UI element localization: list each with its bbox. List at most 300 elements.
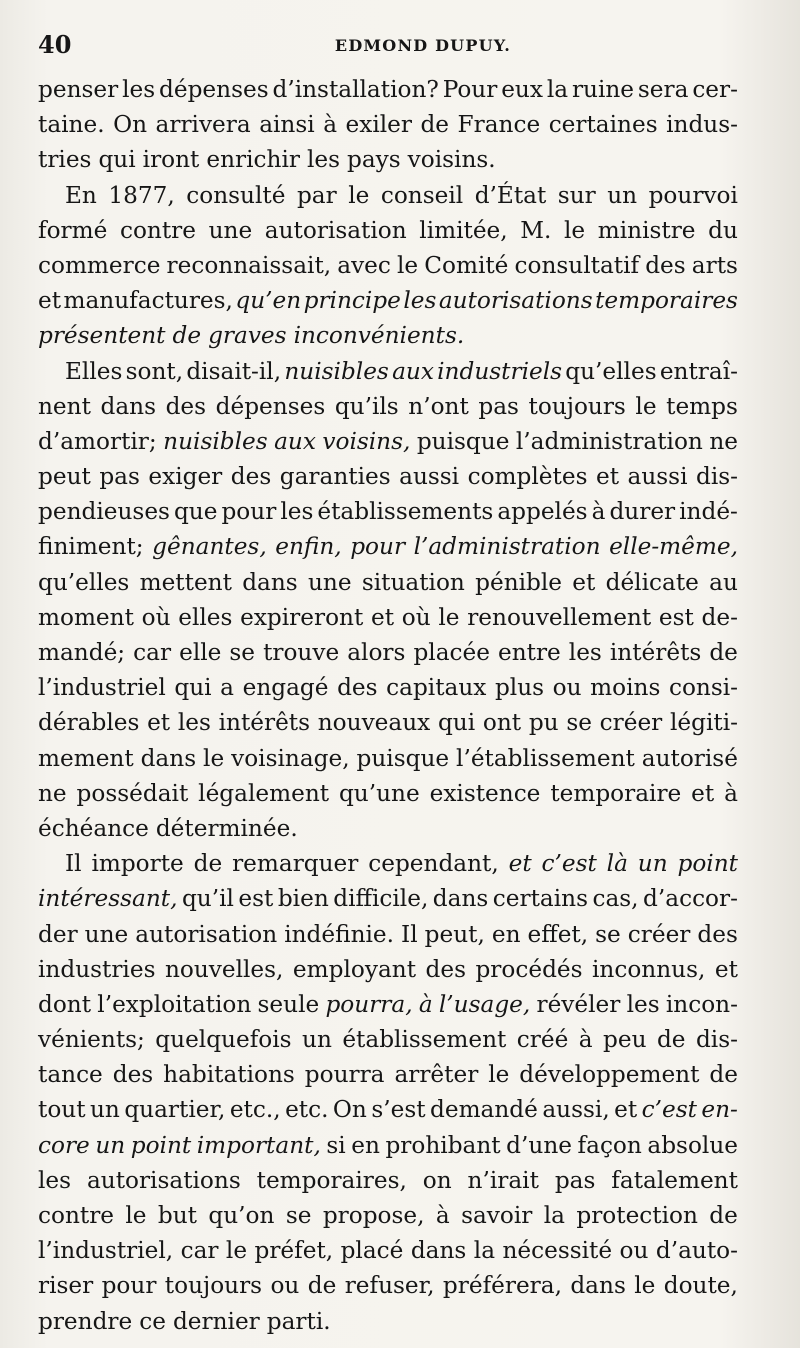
italic-word: important, <box>196 1131 321 1159</box>
word: a <box>220 674 234 702</box>
word: capitaux <box>386 674 487 702</box>
word: seule <box>257 990 320 1018</box>
word: indéfinie. <box>284 920 395 948</box>
word: moins <box>590 674 661 702</box>
page-header <box>38 30 738 64</box>
word: trouve <box>263 639 340 666</box>
word: de- <box>701 603 738 631</box>
italic-word: aux <box>392 357 434 385</box>
text-line <box>38 72 738 107</box>
text-line <box>38 1128 738 1163</box>
word: autorisation <box>264 216 407 244</box>
text-line <box>38 846 738 881</box>
word: exiler <box>345 111 412 139</box>
word: se <box>285 1202 312 1229</box>
word: le <box>225 1237 248 1265</box>
word: une <box>208 216 253 244</box>
word: pays <box>347 146 401 174</box>
text-line <box>38 811 738 846</box>
word: der <box>38 920 78 948</box>
word: est <box>658 603 694 631</box>
word: situation <box>361 568 465 596</box>
word: préférera, <box>442 1272 562 1300</box>
word: elles <box>178 603 233 631</box>
italic-word: à <box>418 990 433 1018</box>
word: refuser, <box>344 1272 435 1300</box>
text-line <box>38 635 738 670</box>
word: en <box>491 920 521 948</box>
word: ministre <box>597 216 696 244</box>
word: voisinage, <box>231 744 350 772</box>
word: intérêts <box>218 709 311 737</box>
word: eux <box>501 76 543 103</box>
word: dans <box>242 568 298 596</box>
word: etc. <box>285 1096 329 1124</box>
word: ne <box>38 779 67 807</box>
word: qui <box>437 709 476 737</box>
word: protection <box>576 1202 698 1229</box>
word: et <box>691 779 715 807</box>
word: exiger <box>148 463 223 491</box>
word: le <box>488 1061 510 1089</box>
word: créé <box>516 1026 569 1054</box>
italic-word: un <box>637 850 668 878</box>
word: sont, <box>125 357 184 385</box>
word: ou <box>552 674 582 702</box>
italic-word: point <box>130 1131 192 1159</box>
word: disait-il, <box>186 357 282 385</box>
word: prendre <box>38 1307 133 1335</box>
word: et <box>371 603 395 631</box>
word: peut <box>38 463 91 491</box>
text-line <box>38 494 738 529</box>
word: industries <box>38 955 156 983</box>
word: but <box>157 1202 198 1229</box>
text-line <box>38 248 738 283</box>
word: pénible <box>475 568 563 596</box>
word: peut, <box>424 920 485 948</box>
text-line <box>38 424 738 459</box>
word: demandé <box>430 1096 538 1124</box>
word: doute, <box>663 1272 738 1300</box>
text-line <box>38 1022 738 1057</box>
word: consi- <box>668 674 738 702</box>
word: ou <box>619 1237 649 1265</box>
word: etc., <box>229 1096 281 1124</box>
word: se <box>595 920 621 948</box>
word: puisque <box>416 427 510 455</box>
word: tries <box>38 146 92 174</box>
word: aussi <box>627 463 688 491</box>
word: pourra <box>304 1061 385 1089</box>
word: des <box>425 955 466 983</box>
word: propose, <box>322 1202 425 1229</box>
text-line <box>38 987 738 1022</box>
body-text <box>38 72 738 1339</box>
text-line <box>38 142 738 177</box>
word: complètes <box>467 463 588 491</box>
text-line <box>38 1304 738 1339</box>
italic-word: principe <box>303 287 401 315</box>
word: d’installation? <box>272 76 439 103</box>
word: le <box>564 216 586 244</box>
word: des <box>697 920 738 948</box>
word: temps <box>666 392 738 420</box>
text-line <box>38 917 738 952</box>
italic-word: industriels <box>437 357 563 385</box>
text-line <box>38 776 738 811</box>
word: temporaires, <box>256 1166 407 1194</box>
italic-word: point <box>677 850 738 878</box>
italic-word: l’usage, <box>438 990 531 1018</box>
word: un <box>302 1026 332 1054</box>
text-line <box>38 1198 738 1233</box>
word: enrichir <box>206 146 300 174</box>
word: limitée, <box>419 216 508 244</box>
word: légalement <box>198 779 330 807</box>
word: façon <box>577 1131 642 1159</box>
word: qu’ils <box>334 392 399 420</box>
word: des <box>112 1061 154 1089</box>
word: d’accor- <box>643 885 738 913</box>
word: durer <box>609 498 676 526</box>
word: temporaire <box>550 779 682 807</box>
italic-word: temporaires <box>595 287 738 315</box>
word: Comité <box>424 251 509 279</box>
word: dans <box>100 392 157 420</box>
word: nouvelles, <box>164 955 284 983</box>
word: puisque <box>356 744 450 772</box>
word: ne <box>709 427 738 455</box>
word: tout <box>38 1096 86 1124</box>
word: les <box>626 990 660 1018</box>
word: difficile, <box>333 885 429 913</box>
word: pu <box>528 709 559 737</box>
word: existence <box>429 779 541 807</box>
word: à <box>591 498 606 526</box>
word: riser <box>38 1272 94 1300</box>
text-line <box>38 1057 738 1092</box>
word: du <box>708 216 738 244</box>
word: l’établissement <box>456 744 635 772</box>
word: autorisation <box>135 920 278 948</box>
word: à <box>435 1202 450 1229</box>
word: habitations <box>163 1061 295 1089</box>
italic-word: un <box>95 1131 126 1159</box>
word: que <box>173 498 218 526</box>
word: nécessité <box>502 1237 613 1265</box>
word: Il <box>401 920 418 948</box>
word: dis- <box>696 463 738 491</box>
word: le <box>635 392 657 420</box>
word: l’industriel <box>38 674 166 702</box>
italic-word: en- <box>701 1096 738 1124</box>
word: le <box>348 181 370 209</box>
word: elle <box>179 639 222 666</box>
word: qu’on <box>208 1202 275 1229</box>
word: ainsi <box>259 111 315 139</box>
word: qui <box>98 146 136 174</box>
word: et <box>147 709 171 737</box>
text-line <box>38 741 738 776</box>
word: si <box>326 1131 346 1159</box>
word: inconnus, <box>592 955 706 983</box>
word: autorisations <box>86 1166 241 1194</box>
text-line <box>38 1268 738 1303</box>
word: dépenses <box>159 76 269 103</box>
word: indé- <box>679 498 738 526</box>
word: pendieuses <box>38 498 170 526</box>
word: arrêter <box>394 1061 479 1089</box>
word: En <box>65 181 97 209</box>
word: employant <box>292 955 417 983</box>
word: dans <box>432 885 489 913</box>
word: qui <box>174 674 212 702</box>
word: pour <box>101 1272 157 1300</box>
word: prohibant <box>385 1131 501 1159</box>
word: dis- <box>695 1026 738 1054</box>
word: arts <box>691 251 738 279</box>
word: placé <box>340 1237 404 1265</box>
text-line <box>38 881 738 916</box>
word: un <box>89 1096 120 1124</box>
word: d’une <box>506 1131 572 1159</box>
text-line <box>38 565 738 600</box>
italic-word: l’administration <box>413 533 601 561</box>
word: car <box>180 1237 219 1265</box>
word: contre <box>119 216 196 244</box>
word: commerce <box>38 251 161 279</box>
italic-word: inconvénients. <box>293 322 465 350</box>
word: dans <box>140 744 197 772</box>
word: les <box>177 709 211 737</box>
word: arrivera <box>155 111 251 139</box>
text-line <box>38 1233 738 1268</box>
word: iront <box>142 146 200 174</box>
word: Pour <box>442 76 498 103</box>
word: toujours <box>164 1272 263 1300</box>
word: peu <box>603 1026 647 1054</box>
word: savoir <box>461 1202 533 1229</box>
italic-word: intéressant, <box>38 885 178 913</box>
word: pas <box>554 1166 596 1194</box>
word: Il <box>65 850 82 878</box>
word: pour <box>221 498 277 526</box>
word: autorisé <box>641 744 738 772</box>
text-line <box>38 952 738 987</box>
word: consultatif <box>514 251 640 279</box>
word: nent <box>38 392 91 420</box>
word: révéler <box>536 990 621 1018</box>
word: ruine <box>571 76 635 103</box>
word: se <box>229 639 256 666</box>
word: taine. <box>38 111 105 139</box>
word: qu’il <box>181 885 234 913</box>
word: par <box>296 181 337 209</box>
word: car <box>133 639 172 666</box>
word: les <box>280 498 314 526</box>
word: créer <box>599 709 663 737</box>
word: les <box>306 146 340 174</box>
word: quartier, <box>124 1096 226 1124</box>
word: pas <box>478 392 519 420</box>
word: procédés <box>475 955 583 983</box>
word: dernier <box>172 1307 260 1335</box>
word: le <box>397 251 419 279</box>
word: on <box>422 1166 452 1194</box>
word: où <box>141 603 171 631</box>
word: sur <box>557 181 596 209</box>
text-line <box>38 1092 738 1127</box>
running-title: EDMOND DUPUY. <box>334 36 512 55</box>
word: de <box>709 1061 738 1089</box>
word: Elles <box>65 357 123 385</box>
word: des <box>645 251 686 279</box>
word: sera <box>637 76 689 103</box>
word: les <box>122 76 156 103</box>
word: déterminée. <box>155 814 298 842</box>
word: renouvellement <box>467 603 652 631</box>
word: et <box>38 287 62 315</box>
italic-word: et <box>508 850 532 878</box>
word: de <box>656 1026 686 1054</box>
word: est <box>238 885 274 913</box>
word: ce <box>139 1307 166 1335</box>
word: intérêts <box>609 639 702 666</box>
italic-word: enfin, <box>275 533 342 561</box>
word: l’administration <box>515 427 703 455</box>
word: qu’elles <box>38 568 130 596</box>
word: de <box>709 1202 738 1229</box>
word: dans <box>570 1272 626 1300</box>
text-line <box>38 283 738 318</box>
word: n’irait <box>467 1166 539 1194</box>
italic-word: de <box>172 322 202 350</box>
word: importe <box>91 850 184 878</box>
word: se <box>566 709 592 737</box>
text-line <box>38 389 738 424</box>
word: une <box>307 568 352 596</box>
word: contre <box>38 1202 115 1229</box>
word: parti. <box>266 1307 331 1335</box>
text-line <box>38 107 738 142</box>
word: avec <box>337 251 391 279</box>
italic-word: pour <box>350 533 406 561</box>
word: nouveaux <box>317 709 431 737</box>
word: d’auto- <box>655 1237 738 1265</box>
word: plus <box>494 674 545 702</box>
italic-word: qu’en <box>235 287 302 315</box>
italic-word: voisins, <box>322 427 411 455</box>
italic-word: elle-même, <box>609 533 738 561</box>
word: penser <box>38 76 119 103</box>
word: de <box>307 1272 337 1300</box>
word: certaines <box>548 111 658 139</box>
word: une <box>84 920 129 948</box>
italic-word: c’est <box>541 850 597 878</box>
word: ont <box>482 709 522 737</box>
word: vénients; <box>38 1026 145 1054</box>
word: dont <box>38 990 92 1018</box>
italic-word: là <box>606 850 628 878</box>
italic-word: autorisations <box>438 287 593 315</box>
text-line <box>38 705 738 740</box>
word: manufactures, <box>63 287 233 315</box>
word: légiti- <box>669 709 738 737</box>
word: finiment; <box>38 533 144 561</box>
word: créer <box>627 920 691 948</box>
word: entraî- <box>659 357 738 385</box>
word: On <box>113 111 148 139</box>
word: entre <box>497 639 561 666</box>
text-line <box>38 1163 738 1198</box>
word: la <box>473 1237 496 1265</box>
word: dans <box>410 1237 467 1265</box>
word: ou <box>270 1272 300 1300</box>
word: moment <box>38 603 134 631</box>
word: remarquer <box>232 850 359 878</box>
word: des <box>337 674 378 702</box>
word: incon- <box>665 990 738 1018</box>
word: des <box>165 392 207 420</box>
word: aussi, <box>542 1096 610 1124</box>
text-line <box>38 354 738 389</box>
word: et <box>595 463 620 491</box>
word: et <box>714 955 738 983</box>
word: l’exploitation <box>97 990 252 1018</box>
word: 1877, <box>108 181 175 209</box>
word: développement <box>519 1061 700 1089</box>
text-line <box>38 178 738 213</box>
text-line <box>38 670 738 705</box>
word: établissements <box>317 498 494 526</box>
word: conseil <box>380 181 464 209</box>
word: échéance <box>38 814 149 842</box>
word: établissement <box>342 1026 507 1054</box>
word: certains <box>492 885 588 913</box>
word: garanties <box>279 463 391 491</box>
word: bien <box>277 885 329 913</box>
word: placée <box>413 639 490 666</box>
italic-word: aux <box>274 427 316 455</box>
word: à <box>323 111 338 139</box>
italic-word: graves <box>208 322 287 350</box>
word: fatalement <box>611 1166 738 1194</box>
word: les <box>38 1166 72 1194</box>
text-line <box>38 213 738 248</box>
text-line <box>38 529 738 564</box>
word: dépenses <box>215 392 326 420</box>
word: s’est <box>371 1096 426 1124</box>
text-line <box>38 459 738 494</box>
word: préfet, <box>254 1237 334 1265</box>
word: de <box>420 111 450 139</box>
word: délicate <box>605 568 699 596</box>
word: formé <box>38 216 108 244</box>
word: tance <box>38 1061 103 1089</box>
italic-word: nuisibles <box>163 427 268 455</box>
italic-word: c’est <box>641 1096 697 1124</box>
word: reconnaissait, <box>166 251 332 279</box>
word: cas, <box>592 885 639 913</box>
word: mement <box>38 744 134 772</box>
word: engagé <box>242 674 329 702</box>
word: alors <box>347 639 406 666</box>
word: le <box>438 603 460 631</box>
word: pas <box>99 463 140 491</box>
word: la <box>543 1202 565 1229</box>
word: la <box>546 76 569 103</box>
